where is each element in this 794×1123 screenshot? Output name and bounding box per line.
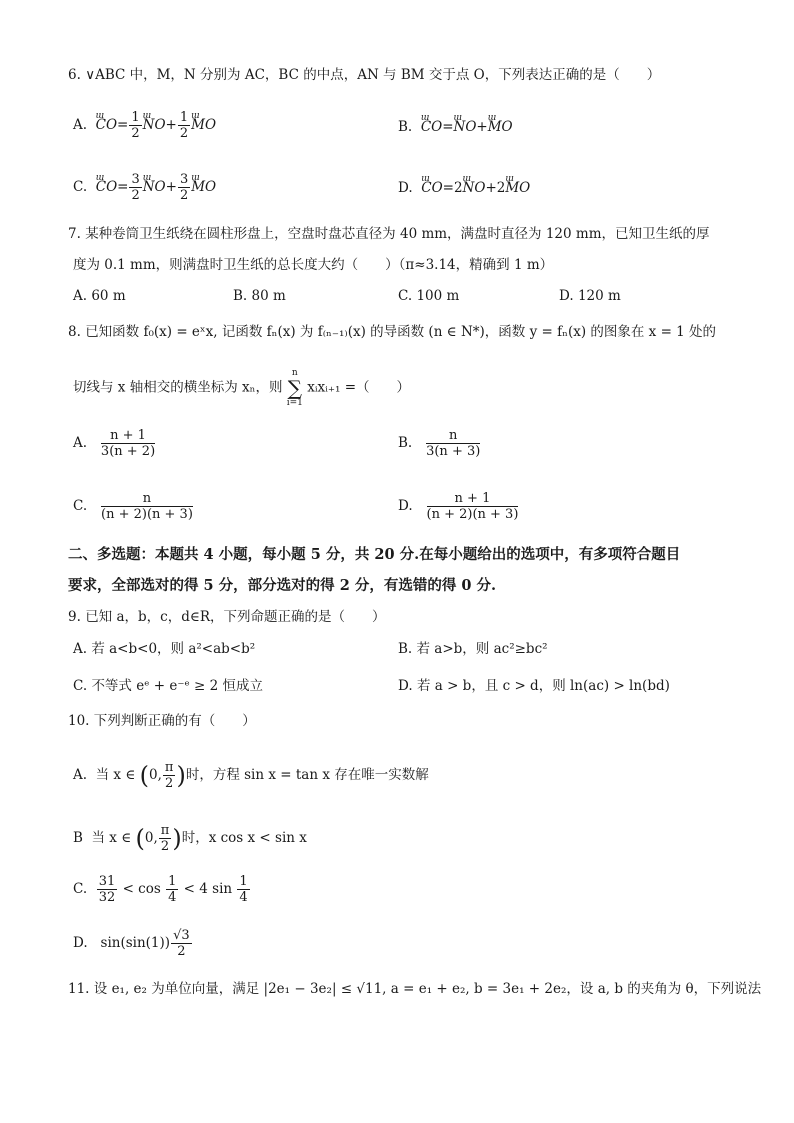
- q10-option-b: B 当 x ∈ (0, $\frac{\pi}{2}$ )时，x cos x < sin x: [73, 823, 307, 854]
- q9-option-a: A. 若 a<b<0，则 a²<ab<b²: [73, 641, 256, 657]
- q8-option-c: C. $\frac{n}{(n + 2)(n + 3)}$: [73, 491, 193, 522]
- q8-stem-line2: 切线与 x 轴相交的横坐标为 xₙ，则 n ∑ i=1 xᵢxᵢ₊₁ =（ ）: [73, 368, 411, 408]
- q8-option-b: B. $\frac{n}{3(n + 3)}$: [398, 428, 481, 459]
- q7-option-b: B. 80 m: [233, 288, 286, 304]
- q9-option-c: C. 不等式 eᵉ + e⁻ᵉ ≥ 2 恒成立: [73, 678, 263, 694]
- q6-option-b: B. ɯ CO=ɯ NO+ɯ MO: [398, 118, 513, 136]
- section-heading-line2: 要求，全部选对的得 5 分，部分选对的得 2 分，有选错的得 0 分.: [68, 577, 497, 594]
- q8-option-d: D. $\frac{n + 1}{(n + 2)(n + 3)}$: [398, 491, 519, 522]
- q6-option-d: D. ɯ CO=2ɯ NO+2ɯ MO: [398, 179, 530, 197]
- q9-option-b: B. 若 a>b，则 ac²≥bc²: [398, 641, 548, 657]
- q7-option-c: C. 100 m: [398, 288, 460, 304]
- q10-option-d: D. sin(sin(1)) $\frac{√3}{2}$: [73, 928, 190, 959]
- q9-option-d: D. 若 a > b，且 c > d，则 ln(ac) > ln(bd): [398, 678, 670, 694]
- q10-option-a: A. 当 x ∈ (0, $\frac{\pi}{2}$ )时，方程 sin x = tan x 存在唯一实数解: [73, 760, 429, 791]
- q7-option-a: A. 60 m: [73, 288, 126, 304]
- q7-stem-line1: 7. 某种卷筒卫生纸绕在圆柱形盘上，空盘时盘芯直径为 40 mm，满盘时直径为 120 mm，已知卫生纸的厚: [68, 226, 710, 242]
- q6-option-c: C. ɯ CO= $\frac{3}{2}$ ɯ NO+ $\frac{3}{2}$ ɯ MO: [73, 172, 216, 203]
- section-heading-line1: 二、多选题：本题共 4 小题，每小题 5 分，共 20 分.在每小题给出的选项中，有多项符合题目: [68, 546, 681, 563]
- q10-stem: 10. 下列判断正确的有（ ）: [68, 713, 256, 729]
- q9-stem: 9. 已知 a，b，c，d∈R，下列命题正确的是（ ）: [68, 609, 386, 625]
- q8-stem-line1: 8. 已知函数 f₀(x) = eˣx, 记函数 fₙ(x) 为 f₍ₙ₋₁₎(x) 的导函数 (n ∈ N*)，函数 y = fₙ(x) 的图象在 x = 1 处的: [68, 324, 717, 340]
- q6-stem: 6. ∨ABC 中，M，N 分别为 AC，BC 的中点，AN 与 BM 交于点 O，下列表达正确的是（ ）: [68, 67, 661, 83]
- q8-option-a: A. $\frac{n + 1}{3(n + 2)}$: [73, 428, 156, 459]
- q11-stem: 11. 设 e₁, e₂ 为单位向量，满足 |2e₁ − 3e₂| ≤ √11, a = e₁ + e₂, b = 3e₁ + 2e₂，设 a, b 的夹角为 θ，下列说法: [68, 981, 762, 997]
- q7-stem-line2: 度为 0.1 mm，则满盘时卫生纸的总长度大约（ ）（π≈3.14，精确到 1 m）: [73, 257, 554, 273]
- q6-option-a: A. ɯ CO= $\frac{1}{2}$ ɯ NO+ $\frac{1}{2}$ ɯ MO: [73, 110, 216, 141]
- q7-option-d: D. 120 m: [559, 288, 621, 304]
- q10-option-c: C. $\frac{31}{32}$ < cos $\frac{1}{4}$ < 4 sin $\frac{1}{4}$: [73, 874, 248, 905]
